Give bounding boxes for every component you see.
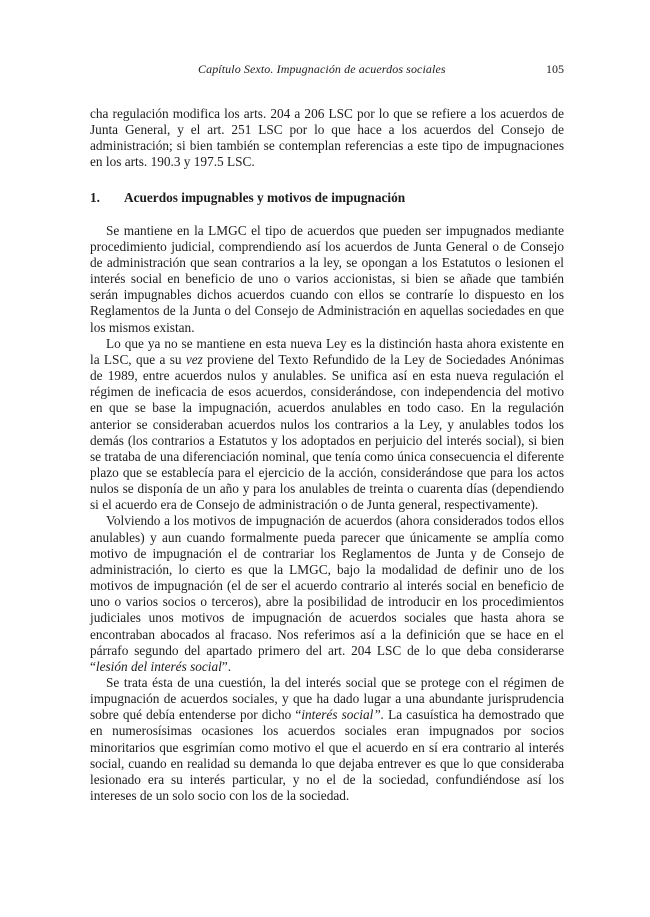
body-text: [90, 106, 564, 804]
paragraph-1: Se mantiene en la LMGC el tipo de acuerdos que pueden ser impugnados mediante procedimiento judicial, comprendiendo así los acuerdos de Junta General o de Consejo de administración que sean contrarios a la ley, se opongan a los Estatutos o lesionen el interés social en beneficio de uno o varios accionistas, si bien se añade que también serán impugnables dichos acuerdos cuando con ellos se contraríe lo dispuesto en los Reglamentos de la Junta o del Consejo de Administración en aquellas sociedades en que los mismos existan.: [90, 222, 564, 335]
section-title: Acuerdos impugnables y motivos de impugnación: [124, 189, 406, 205]
paragraph-4-italic: interés social”.: [301, 707, 385, 723]
paragraph-3: [90, 513, 564, 675]
paragraph-3-italic: lesión del interés social: [95, 658, 222, 674]
running-title: Capítulo Sexto. Impugnación de acuerdos sociales: [198, 62, 446, 76]
paragraph-3-text-b: ”.: [221, 658, 232, 674]
paragraph-3-text-a: Volviendo a los motivos de impugnación de acuerdos (ahora considerados todos ellos anulables) y aun cuando formalmente pueda parecer que únicamente se amplía como motivo de impugnación el de contrariar los Reglamentos de Junta y de Consejo de administración, lo cierto es que la LMGC, bajo la modalidad de definir uno de los motivos de impugnación (el de ser el acuerdo contrario al interés social en beneficio de uno o varios socios o terceros), abre la posibilidad de introducir en los procedimientos judiciales unos motivos de impugnación de acuerdos sociales que hasta ahora se encontraban abocados al fracaso. Nos referimos así a la definición que se hace en el párrafo segundo del apartado primero del art. 204 LSC de lo que deba considerarse “: [90, 513, 564, 674]
section-heading: [90, 190, 564, 206]
paragraph-4-text-b: La casuística ha demostrado que en numerosísimas ocasiones los acuerdos sociales eran impugnados por socios minoritarios que esgrimían como motivo el que el acuerdo en sí era contrario al interés social, cuando en realidad su demanda lo que dejaba entrever es que lo que consideraba lesionado era su interés particular, y no el de la sociedad, confundiéndose así los intereses de un solo socio con los de la sociedad.: [90, 707, 564, 804]
paragraph-continued: cha regulación modifica los arts. 204 a 206 LSC por lo que se refiere a los acuerdos de Junta General, y el art. 251 LSC por lo que hace a los acuerdos del Consejo de administración; si bien también se contemplan referencias a este tipo de impugnaciones en los arts. 190.3 y 197.5 LSC.: [90, 106, 564, 170]
page-number: 105: [546, 62, 564, 76]
paragraph-4-text-a: Se trata ésta de una cuestión, la del interés social que se protege con el régimen de impugnación de acuerdos sociales, y que ha dado lugar a una abundante jurisprudencia sobre qué debía entenderse por dicho “: [90, 675, 564, 723]
section-number: 1.: [90, 189, 100, 205]
paragraph-2: [90, 336, 564, 514]
paragraph-4: [90, 675, 564, 804]
paragraph-2-text-b: proviene del Texto Refundido de la Ley de Sociedades Anónimas de 1989, entre acuerdos nulos y anulables. Se unifica así en esta nueva regulación el régimen de ineficacia de esos acuerdos, considerándose, con independencia del motivo en que se base la impugnación, acuerdos anulables en todo caso. En la regulación anterior se consideraban acuerdos nulos los contrarios a la Ley, y anulables todos los demás (los contrarios a Estatutos y los adoptados en perjuicio del interés social), si bien se trataba de una diferenciación nominal, que tenía como única consecuencia el diferente plazo que se establecía para el ejercicio de la acción, considerándose que para los actos nulos se disponía de un año y para los anulables de treinta o cuarenta días (dependiendo si el acuerdo era de Consejo de administración o de Junta general, respectivamente).: [90, 351, 564, 513]
paragraph-2-text-a: Lo que ya no se mantiene en esta nueva Ley es la distinción hasta ahora existente en la LSC, que a su: [90, 335, 564, 367]
paragraph-2-italic: vez: [185, 351, 203, 367]
